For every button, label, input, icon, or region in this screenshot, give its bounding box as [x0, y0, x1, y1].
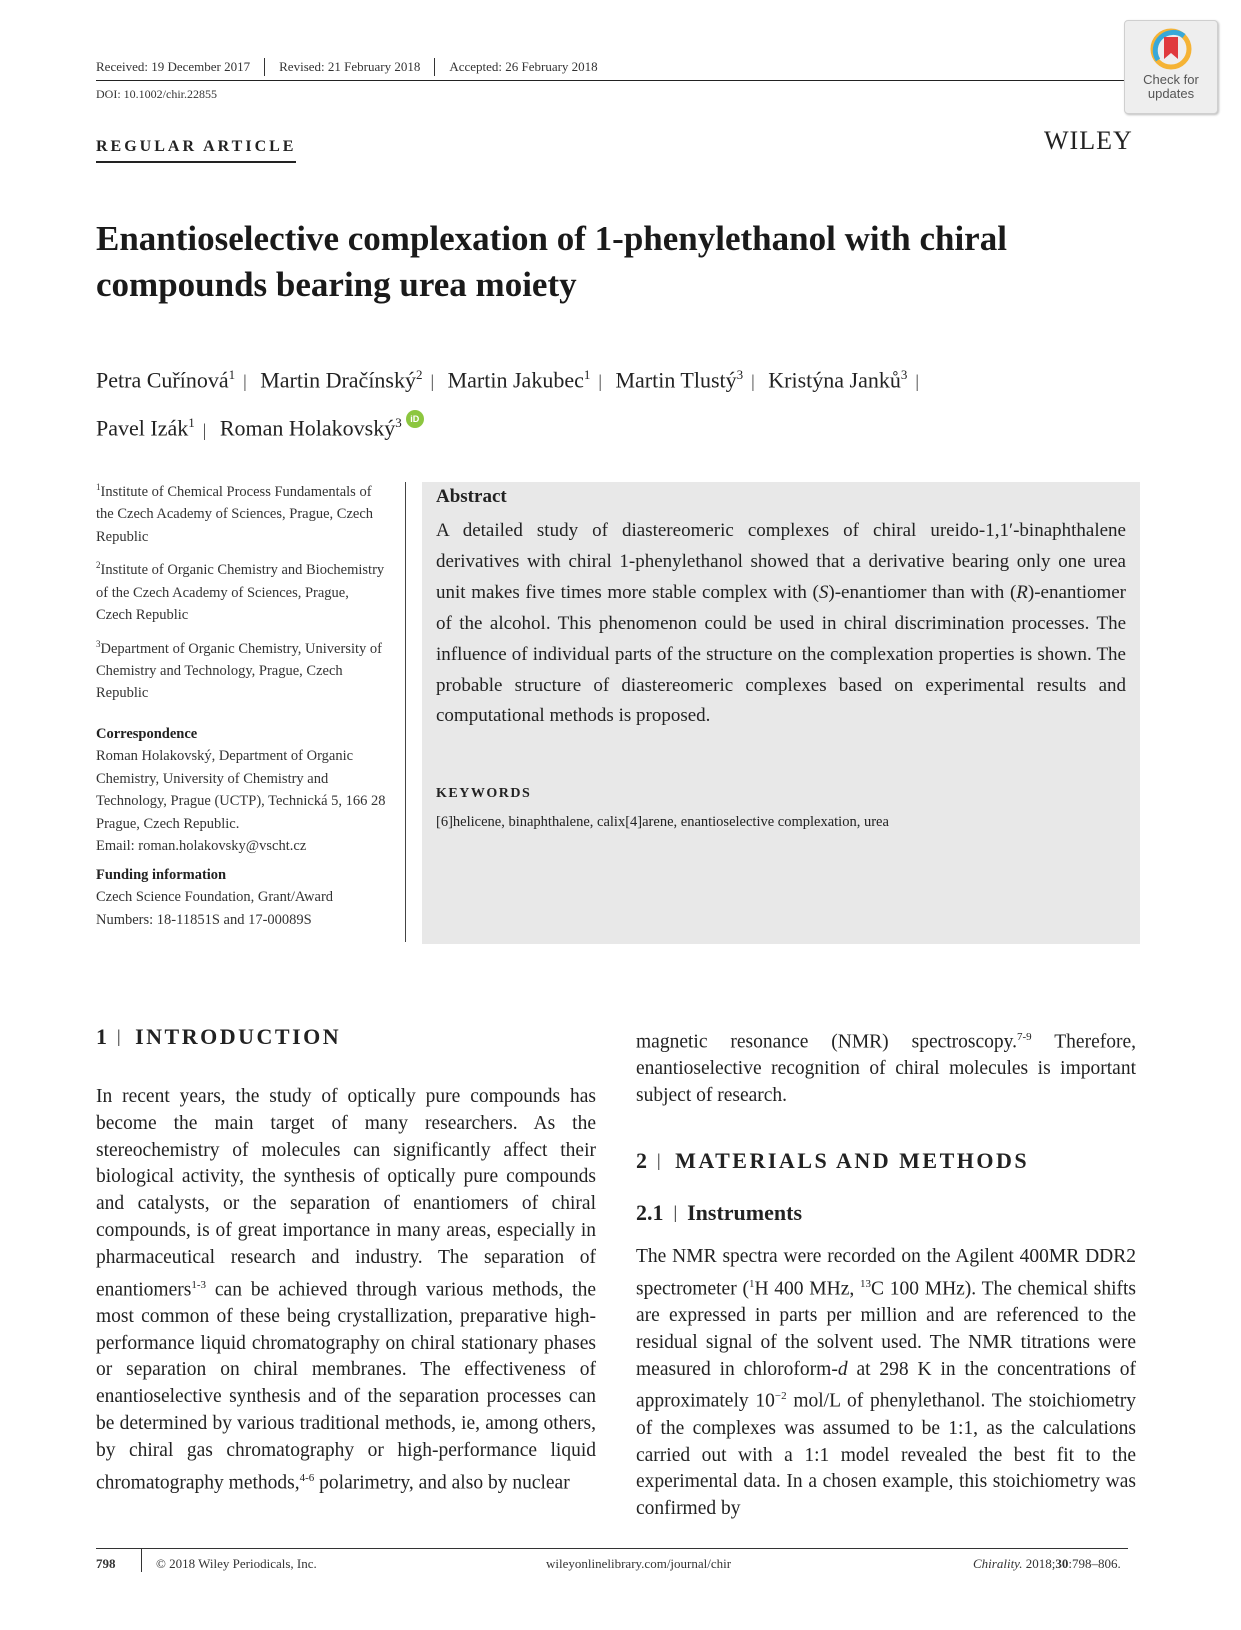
author-affiliation: 3 [900, 367, 908, 382]
publisher-logo: WILEY [1044, 126, 1133, 155]
footer-divider [141, 1548, 142, 1572]
check-for-updates-button[interactable] [1124, 20, 1218, 114]
author-affiliation: 3 [736, 367, 744, 382]
author-affiliation: 1 [228, 367, 236, 382]
correspondence-email[interactable]: Email: roman.holakovsky@vscht.cz [96, 838, 307, 855]
paper-title: Enantioselective complexation of 1-phenylethanol with chiral compounds bearing urea moiety [96, 219, 1007, 304]
author-name[interactable]: Petra Cuřínová [96, 367, 229, 393]
author-name[interactable]: Martin Jakubec [447, 367, 584, 393]
correspondence-text: Roman Holakovský, Department of Organic Chemistry, University of Chemistry and Technology, Prague (UCTP), Technická 5, 166 28 Prague, Czech Republic. [96, 748, 386, 832]
funding-heading: Funding information [96, 866, 227, 883]
revised-date: Revised: 21 February 2018 [265, 58, 435, 76]
affiliations-column [96, 476, 386, 937]
header-rule [96, 80, 1128, 81]
introduction-paragraph: In recent years, the study of optically pure compounds has become the main target of many researchers. As the stereochemistry of molecules can significantly affect their biological activity, the synthesis of optically pure compounds and catalysts, or the separation of enantiomers of chiral compounds, is of great importance in many areas, especially in pharmaceutical research and industry. The separation of enantiomers$^{1-3}$ can be achieved through various methods, the most common of these being crystallization, preparative high-performance liquid chromatography on chiral stationary phases or separation on chiral membranes. The effectiveness of enantioselective synthesis and of the separation processes can be determined by various traditional methods, ie, among others, by chiral gas chromatography or high-performance liquid chromatography methods,$^{4-6}$ polarimetry, and also by nuclear [96, 1086, 596, 1494]
instruments-paragraph: The NMR spectra were recorded on the Agilent 400MR DDR2 spectrometer ($^1$H 400 MHz, $^{13}$C 100 MHz). The chemical shifts are expressed in parts per million and are referenced to the residual signal of the solvent used. The NMR titrations were measured in chloroform-d at 298 K in the concentrations of approximately $10^{-2}$ mol/L of phenylethanol. The stoichiometry of the complexes was assumed to be 1:1, as the calculations carried out with a 1:1 model revealed the best fit to the experimental data. In a chosen example, this stoichiometry was confirmed by [636, 1246, 1137, 1520]
crossmark-icon [1149, 27, 1193, 71]
received-date: Received: 19 December 2017 [96, 58, 265, 76]
orcid-icon[interactable]: iD [406, 410, 424, 428]
author-affiliation: 1 [583, 367, 591, 382]
badge-line2: updates [1147, 86, 1195, 101]
copyright: © 2018 Wiley Periodicals, Inc. [156, 1556, 317, 1571]
keywords-heading: KEYWORDS [436, 786, 532, 801]
abstract-heading: Abstract [436, 486, 507, 507]
author-name[interactable]: Roman Holakovský [219, 415, 396, 441]
footer-rule [96, 1548, 1128, 1549]
page-number: 798 [96, 1556, 116, 1571]
introduction-continuation: magnetic resonance (NMR) spectroscopy.$^{7-9}$ Therefore, enantioselective recognition of chiral molecules is important subject of research. [636, 1031, 1136, 1107]
funding-text: Czech Science Foundation, Grant/Award Numbers: 18-11851S and 17-00089S [96, 889, 334, 928]
author-name[interactable]: Martin Tlustý [615, 367, 737, 393]
article-dates [96, 58, 612, 76]
section-heading-materials: 2 | MATERIALS AND METHODS [636, 1148, 1030, 1173]
journal-url[interactable]: wileyonlinelibrary.com/journal/chir [546, 1556, 732, 1571]
section-heading-introduction: 1 | INTRODUCTION [96, 1024, 342, 1049]
doi[interactable]: DOI: 10.1002/chir.22855 [96, 87, 217, 101]
correspondence-heading: Correspondence [96, 725, 198, 742]
badge-line1: Check for [1143, 72, 1199, 87]
author-affiliation: 2 [416, 367, 423, 382]
author-list: Petra Cuřínová$^1$ | Martin Dračínský$^2$ | Martin Jakubec$^1$ | Martin Tlustý$^3$ | Kristýna Janků$^3$ | Pavel Izák$^1$ | Roman Holakovský$^3$ iD [96, 367, 919, 441]
affiliation: $^2$Institute of Organic Chemistry and Biochemistry of the Czech Academy of Sciences, Prague, Czech Republic [96, 560, 385, 624]
column-divider [405, 482, 406, 942]
accepted-date: Accepted: 26 February 2018 [449, 59, 598, 74]
keywords: [6]helicene, binaphthalene, calix[4]arene, enantioselective complexation, urea [436, 814, 889, 830]
author-name[interactable]: Martin Dračínský [260, 367, 416, 393]
affiliation: $^1$Institute of Chemical Process Fundamentals of the Czech Academy of Sciences, Prague, Czech Republic [96, 482, 374, 545]
abstract-text: A detailed study of diastereomeric complexes of chiral ureido-1,1′-binaphthalene derivatives with chiral 1-phenylethanol showed that a derivative bearing only one urea unit makes five times more stable complex with (S)-enantiomer than with (R)-enantiomer of the alcohol. This phenomenon could be used in chiral discrimination processes. The influence of individual parts of the structure on the complexation properties is shown. The probable structure of diastereomeric complexes based on experimental results and computational methods is proposed. [436, 520, 1127, 727]
author-name[interactable]: Pavel Izák [96, 415, 189, 441]
affiliation: $^3$Department of Organic Chemistry, University of Chemistry and Technology, Prague, Czech Republic [96, 638, 382, 702]
author-affiliation: 3 [395, 415, 402, 431]
author-name[interactable]: Kristýna Janků [768, 367, 901, 393]
author-affiliation: 1 [188, 415, 195, 431]
article-type: REGULAR ARTICLE [96, 138, 296, 163]
citation: Chirality. 2018;30:798–806. [973, 1556, 1121, 1571]
subsection-heading-instruments: 2.1 | Instruments [636, 1200, 803, 1225]
